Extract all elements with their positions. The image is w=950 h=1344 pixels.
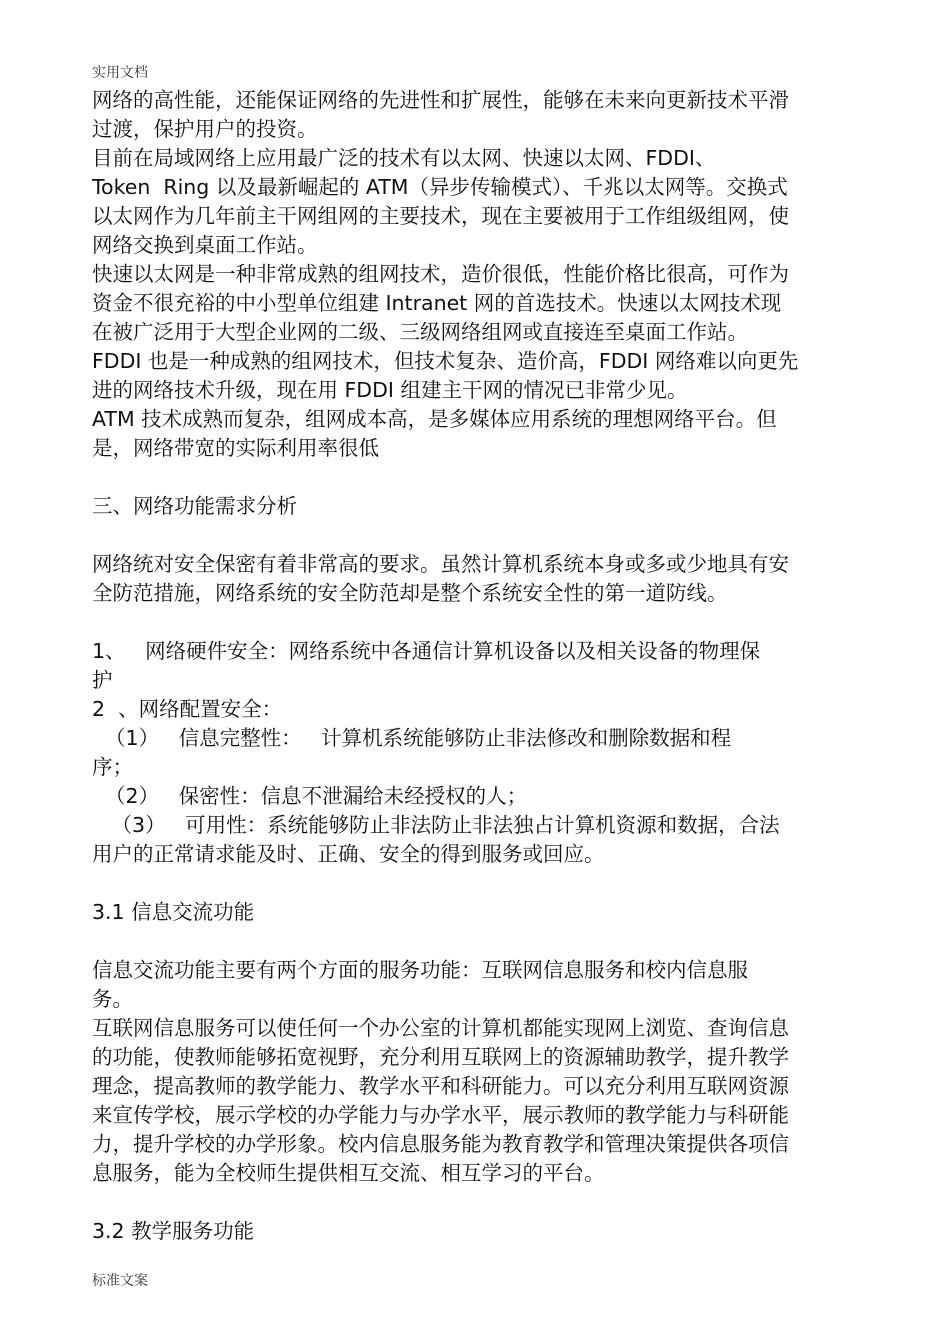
text-line: 务。 bbox=[92, 987, 133, 1011]
text-line: 的功能，使教师能够拓宽视野，充分利用互联网上的资源辅助教学，提升教学 bbox=[92, 1045, 789, 1069]
document-body bbox=[92, 86, 862, 1246]
text-line: 1、 网络硬件安全：网络系统中各通信计算机设备以及相关设备的物理保 bbox=[92, 639, 761, 663]
text-line: 进的网络技术升级，现在用 FDDI 组建主干网的情况已非常少见。 bbox=[92, 378, 688, 402]
text-line: 2 、网络配置安全： bbox=[92, 697, 283, 721]
text-line: 力，提升学校的办学形象。校内信息服务能为教育教学和管理决策提供各项信 bbox=[92, 1132, 789, 1156]
text-line: （1） 信息完整性： 计算机系统能够防止非法修改和删除数据和程 bbox=[92, 726, 732, 750]
text-line: 网络统对安全保密有着非常高的要求。虽然计算机系统本身或多或少地具有安 bbox=[92, 552, 789, 576]
blank-line bbox=[92, 608, 862, 637]
text-line: 过渡，保护用户的投资。 bbox=[92, 117, 318, 141]
paragraph bbox=[92, 782, 862, 811]
text-line: FDDI 也是一种成熟的组网技术，但技术复杂、造价高，FDDI 网络难以向更先 bbox=[92, 349, 799, 373]
paragraph bbox=[92, 347, 862, 405]
text-line: 信息交流功能主要有两个方面的服务功能：互联网信息服务和校内信息服 bbox=[92, 958, 748, 982]
blank-line bbox=[92, 1188, 862, 1217]
text-line: 3.1 信息交流功能 bbox=[92, 900, 255, 924]
page-footer: 标准文案 bbox=[92, 1273, 148, 1289]
paragraph bbox=[92, 550, 862, 608]
page-header: 实用文档 bbox=[92, 65, 148, 81]
text-line: 网络交换到桌面工作站。 bbox=[92, 233, 318, 257]
text-line: 三、网络功能需求分析 bbox=[92, 494, 297, 518]
text-line: 理念，提高教师的教学能力、教学水平和科研能力。可以充分利用互联网资源 bbox=[92, 1074, 789, 1098]
text-line: （3） 可用性：系统能够防止非法防止非法独占计算机资源和数据，合法 bbox=[92, 813, 780, 837]
paragraph bbox=[92, 1014, 862, 1188]
text-line: 资金不很充裕的中小型单位组建 Intranet 网的首选技术。快速以太网技术现 bbox=[92, 291, 782, 315]
paragraph bbox=[92, 260, 862, 347]
blank-line bbox=[92, 463, 862, 492]
text-line: 用户的正常请求能及时、正确、安全的得到服务或回应。 bbox=[92, 842, 605, 866]
paragraph bbox=[92, 898, 862, 927]
text-line: 3.2 教学服务功能 bbox=[92, 1219, 255, 1243]
paragraph bbox=[92, 405, 862, 463]
paragraph bbox=[92, 492, 862, 521]
text-line: 网络的高性能，还能保证网络的先进性和扩展性，能够在未来向更新技术平滑 bbox=[92, 88, 789, 112]
text-line: 护 bbox=[92, 668, 113, 692]
paragraph bbox=[92, 811, 862, 869]
text-line: 以太网作为几年前主干网组网的主要技术，现在主要被用于工作组级组网，使 bbox=[92, 204, 789, 228]
text-line: 快速以太网是一种非常成熟的组网技术，造价很低，性能价格比很高，可作为 bbox=[92, 262, 789, 286]
blank-line bbox=[92, 521, 862, 550]
text-line: 互联网信息服务可以使任何一个办公室的计算机都能实现网上浏览、查询信息 bbox=[92, 1016, 789, 1040]
paragraph bbox=[92, 724, 862, 782]
paragraph bbox=[92, 637, 862, 695]
paragraph bbox=[92, 956, 862, 1014]
text-line: ATM 技术成熟而复杂，组网成本高，是多媒体应用系统的理想网络平台。但 bbox=[92, 407, 777, 431]
text-line: 息服务，能为全校师生提供相互交流、相互学习的平台。 bbox=[92, 1161, 605, 1185]
text-line: 来宣传学校，展示学校的办学能力与办学水平，展示教师的教学能力与科研能 bbox=[92, 1103, 789, 1127]
blank-line bbox=[92, 927, 862, 956]
text-line: 序； bbox=[92, 755, 133, 779]
paragraph bbox=[92, 86, 862, 144]
text-line: 全防范措施，网络系统的安全防范却是整个系统安全性的第一道防线。 bbox=[92, 581, 728, 605]
paragraph bbox=[92, 1217, 862, 1246]
paragraph bbox=[92, 695, 862, 724]
blank-line bbox=[92, 869, 862, 898]
text-line: Token Ring 以及最新崛起的 ATM（异步传输模式）、千兆以太网等。交换式 bbox=[92, 175, 788, 199]
text-line: 是，网络带宽的实际利用率很低 bbox=[92, 436, 379, 460]
text-line: （2） 保密性：信息不泄漏给未经授权的人； bbox=[92, 784, 528, 808]
text-line: 在被广泛用于大型企业网的二级、三级网络组网或直接连至桌面工作站。 bbox=[92, 320, 748, 344]
text-line: 目前在局域网络上应用最广泛的技术有以太网、快速以太网、FDDI、 bbox=[92, 146, 716, 170]
paragraph bbox=[92, 144, 862, 260]
